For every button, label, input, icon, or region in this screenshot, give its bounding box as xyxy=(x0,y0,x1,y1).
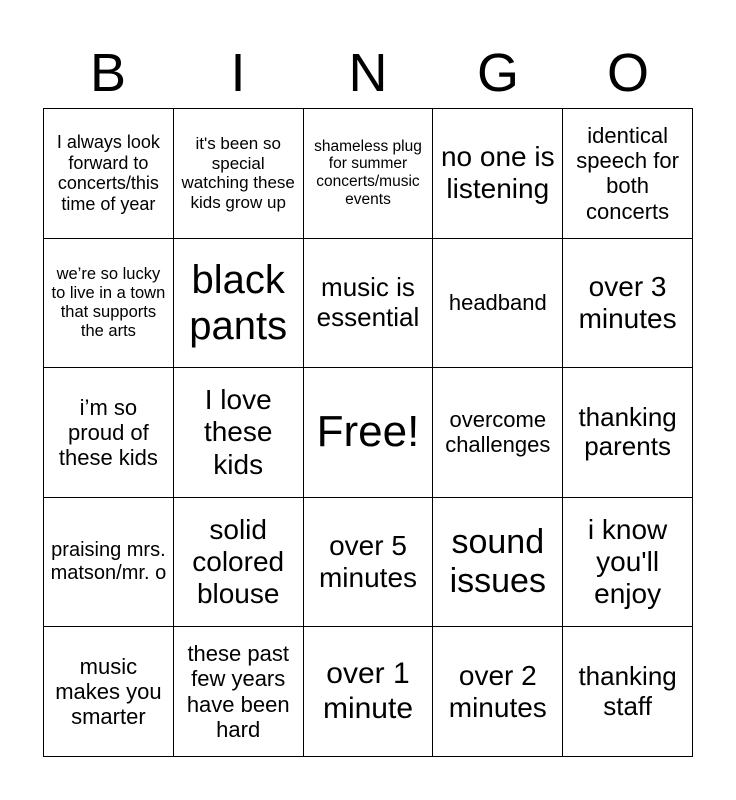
bingo-free-space[interactable]: Free! xyxy=(304,368,434,498)
bingo-cell[interactable]: thanking staff xyxy=(563,627,693,757)
bingo-cell[interactable]: shameless plug for summer concerts/music events xyxy=(304,109,434,239)
bingo-cell[interactable]: headband xyxy=(433,239,563,369)
bingo-cell[interactable]: these past few years have been hard xyxy=(174,627,304,757)
bingo-cell[interactable]: no one is listening xyxy=(433,109,563,239)
bingo-cell[interactable]: i’m so proud of these kids xyxy=(44,368,174,498)
header-letter-n: N xyxy=(348,43,388,103)
bingo-card-grid xyxy=(43,108,693,757)
bingo-cell[interactable]: overcome challenges xyxy=(433,368,563,498)
header-letter-g: G xyxy=(476,43,519,103)
bingo-cell[interactable]: i know you'll enjoy xyxy=(563,498,693,628)
bingo-cell[interactable]: it's been so special watching these kids grow up xyxy=(174,109,304,239)
bingo-cell[interactable]: solid colored blouse xyxy=(174,498,304,628)
bingo-header xyxy=(43,38,693,108)
header-letter-o: O xyxy=(606,43,649,103)
bingo-cell[interactable]: I love these kids xyxy=(174,368,304,498)
bingo-cell[interactable]: over 2 minutes xyxy=(433,627,563,757)
bingo-cell[interactable]: identical speech for both concerts xyxy=(563,109,693,239)
bingo-cell[interactable]: over 5 minutes xyxy=(304,498,434,628)
bingo-cell[interactable]: I always look forward to concerts/this time of year xyxy=(44,109,174,239)
bingo-cell[interactable]: music is essential xyxy=(304,239,434,369)
bingo-cell[interactable]: sound issues xyxy=(433,498,563,628)
header-letter-b: B xyxy=(89,43,127,103)
bingo-cell[interactable]: black pants xyxy=(174,239,304,369)
bingo-cell[interactable]: music makes you smarter xyxy=(44,627,174,757)
bingo-cell[interactable]: over 1 minute xyxy=(304,627,434,757)
bingo-cell[interactable]: thanking parents xyxy=(563,368,693,498)
bingo-cell[interactable]: praising mrs. matson/mr. o xyxy=(44,498,174,628)
header-letter-i: I xyxy=(230,43,246,103)
bingo-cell[interactable]: we’re so lucky to live in a town that supports the arts xyxy=(44,239,174,369)
bingo-cell[interactable]: over 3 minutes xyxy=(563,239,693,369)
